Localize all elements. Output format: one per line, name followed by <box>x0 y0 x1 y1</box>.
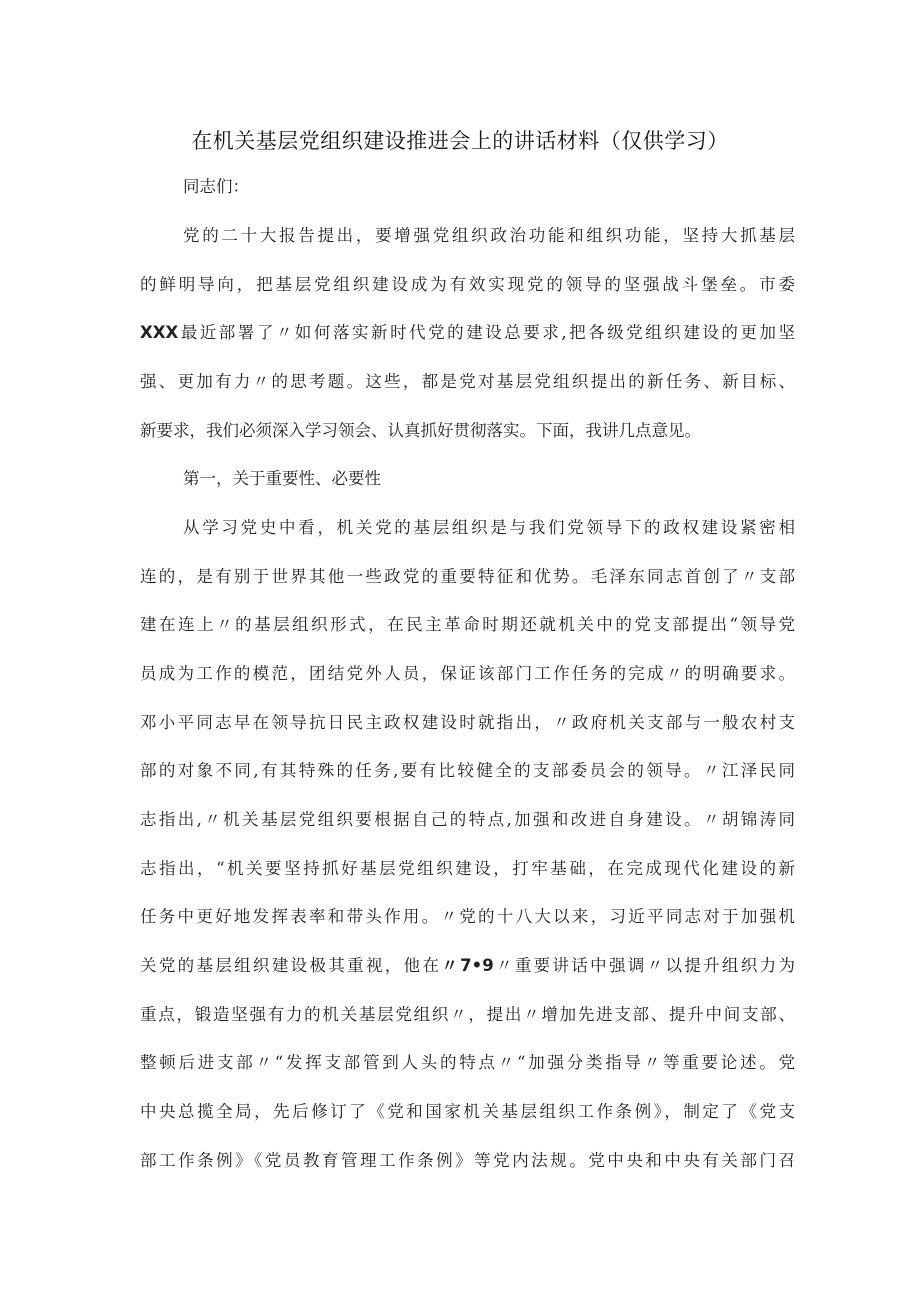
paragraph-line: 中央总揽全局，先后修订了《党和国家机关基层组织工作条例》，制定了《党支 <box>140 1102 795 1121</box>
salutation: 同志们： <box>183 177 249 196</box>
paragraph-line: 邓小平同志早在领导抗日民主政权建设时就指出，〃政府机关支部与一般农村支 <box>140 713 795 732</box>
bold-text: 〃7•9 <box>441 956 494 975</box>
document-title: 在机关基层党组织建设推进会上的讲话材料（仅供学习） <box>191 129 729 153</box>
paragraph-line: 强、更加有力〃的思考题。这些，都是党对基层党组织提出的新任务、新目标、 <box>140 372 795 391</box>
paragraph-line: 部工作条例》《党员教育管理工作条例》等党内法规。党中央和中央有关部门召 <box>140 1151 795 1170</box>
paragraph-line: 整顿后进支部〃“发挥支部管到人头的特点〃“加强分类指导〃等重要论述。党 <box>140 1053 795 1072</box>
paragraph-text: 关党的基层组织建设极其重视，他在 <box>140 956 442 975</box>
bold-text: XXX <box>140 323 179 342</box>
paragraph-line: 重点，锻造坚强有力的机关基层党组织〃，提出〃增加先进支部、提升中间支部、 <box>140 1005 795 1024</box>
section-heading: 第一，关于重要性、必要性 <box>183 469 381 488</box>
paragraph-line: 志指出,〃机关基层党组织要根据自己的特点,加强和改进自身建设。〃胡锦涛同 <box>140 810 795 829</box>
paragraph-text: 〃重要讲话中强调〃以提升组织力为 <box>493 956 795 975</box>
paragraph-line <box>140 322 795 344</box>
paragraph-line: 任务中更好地发挥表率和带头作用。〃党的十八大以来，习近平同志对于加强机 <box>140 907 795 926</box>
paragraph-line: 从学习党史中看，机关党的基层组织是与我们党领导下的政权建设紧密相 <box>183 518 795 537</box>
paragraph-line: 新要求，我们必须深入学习领会、认真抓好贯彻落实。下面，我讲几点意见。 <box>140 421 701 440</box>
paragraph-line: 连的，是有别于世界其他一些政党的重要特征和优势。毛泽东同志首创了〃支部 <box>140 567 795 586</box>
paragraph-text: 最近部署了〃如何落实新时代党的建设总要求,把各级党组织建设的更加坚 <box>178 323 795 342</box>
paragraph-line: 部的对象不同,有其特殊的任务,要有比较健全的支部委员会的领导。〃江泽民同 <box>140 761 795 780</box>
paragraph-line: 建在连上〃的基层组织形式，在民主革命时期还就机关中的党支部提出“领导党 <box>140 615 795 634</box>
paragraph-line: 党的二十大报告提出，要增强党组织政治功能和组织功能，坚持大抓基层 <box>183 226 795 245</box>
paragraph-line: 的鲜明导向，把基层党组织建设成为有效实现党的领导的坚强战斗堡垒。市委 <box>140 275 795 294</box>
paragraph-line: 员成为工作的模范，团结党外人员，保证该部门工作任务的完成〃的明确要求。 <box>140 664 795 683</box>
paragraph-line: 志指出，“机关要坚持抓好基层党组织建设，打牢基础，在完成现代化建设的新 <box>140 859 795 878</box>
paragraph-line <box>140 955 795 977</box>
